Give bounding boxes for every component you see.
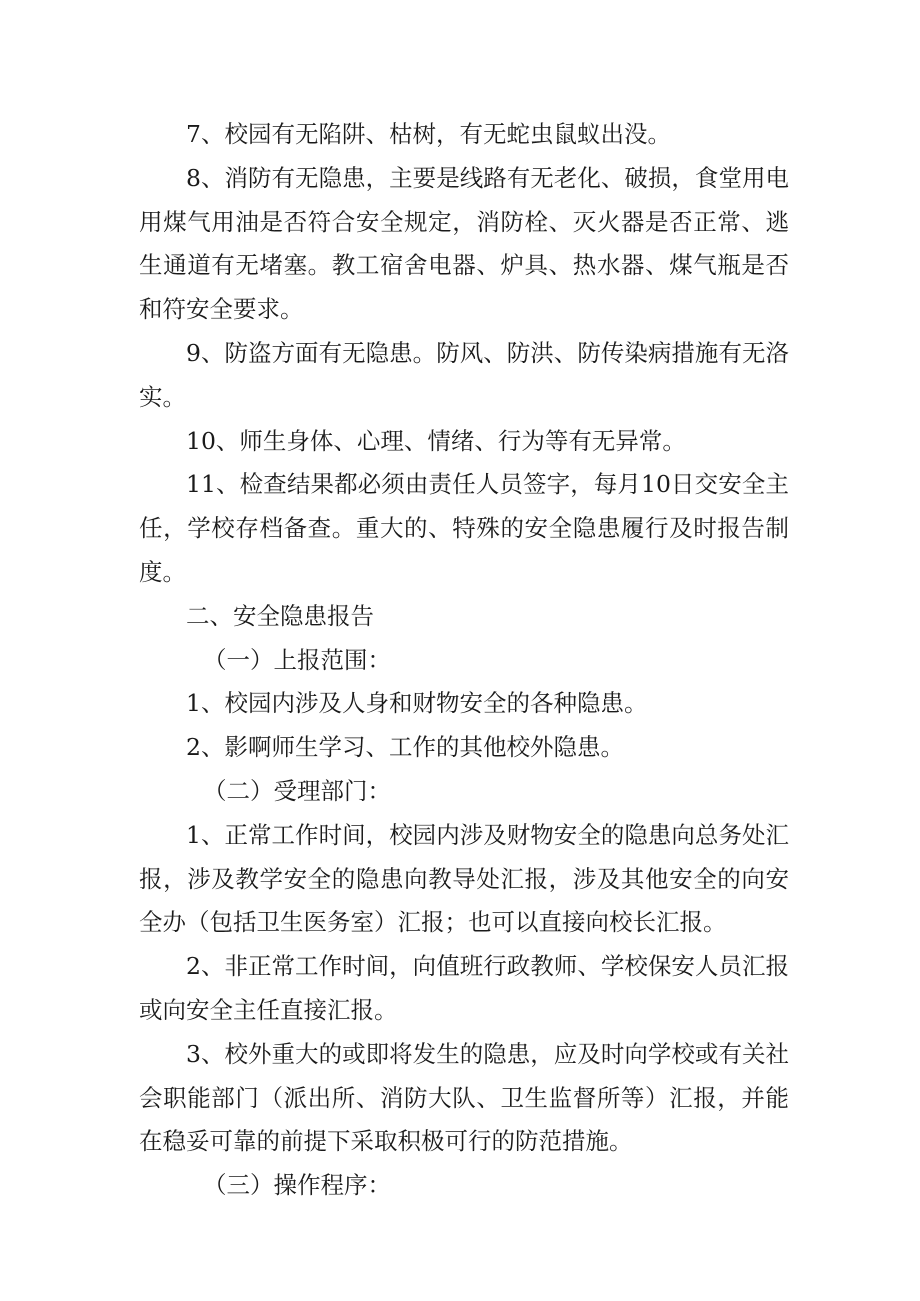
report-scope-item-2: 2、影啊师生学习、工作的其他校外隐患。: [186, 733, 624, 762]
department-item-1: 1、正常工作时间，校园内涉及财物安全的隐患向总务处汇报，涉及教学安全的隐患向教导处汇报，涉及其他安全的向安全办（包括卫生医务室）汇报；也可以直接向校长汇报。: [139, 820, 789, 937]
subsection-heading-3: （三）操作程序：: [203, 1171, 391, 1200]
paragraph-item-8: 8、消防有无隐患，主要是线路有无老化、破损，食堂用电用煤气用油是否符合安全规定，消防栓、灭火器是否正常、逃生通道有无堵塞。教工宿舍电器、炉具、热水器、煤气瓶是否和符安全要求。: [139, 163, 789, 324]
paragraph-item-10: 10、师生身体、心理、情绪、行为等有无异常。: [186, 426, 686, 455]
subsection-heading-2: （二）受理部门：: [203, 776, 391, 805]
subsection-heading-1: （一）上报范围：: [203, 645, 391, 674]
document-body: [139, 113, 789, 1208]
paragraph-item-11: 11、检查结果都必须由责任人员签字，每月10日交安全主任，学校存档备查。重大的、特殊的安全隐患履行及时报告制度。: [139, 470, 789, 586]
department-item-3: 3、校外重大的或即将发生的隐患，应及时向学校或有关社会职能部门（派出所、消防大队、卫生监督所等）汇报，并能在稳妥可靠的前提下采取积极可行的防范措施。: [139, 1039, 789, 1156]
report-scope-item-1: 1、校园内涉及人身和财物安全的各种隐患。: [186, 689, 648, 718]
paragraph-item-9: 9、防盗方面有无隐患。防风、防洪、防传染病措施有无洛实。: [139, 338, 789, 411]
section-heading-2: 二、安全隐患报告: [186, 601, 374, 630]
paragraph-item-7: 7、校园有无陷阱、枯树，有无蛇虫鼠蚁出没。: [186, 120, 671, 148]
department-item-2: 2、非正常工作时间，向值班行政教师、学校保安人员汇报或向安全主任直接汇报。: [139, 952, 789, 1024]
